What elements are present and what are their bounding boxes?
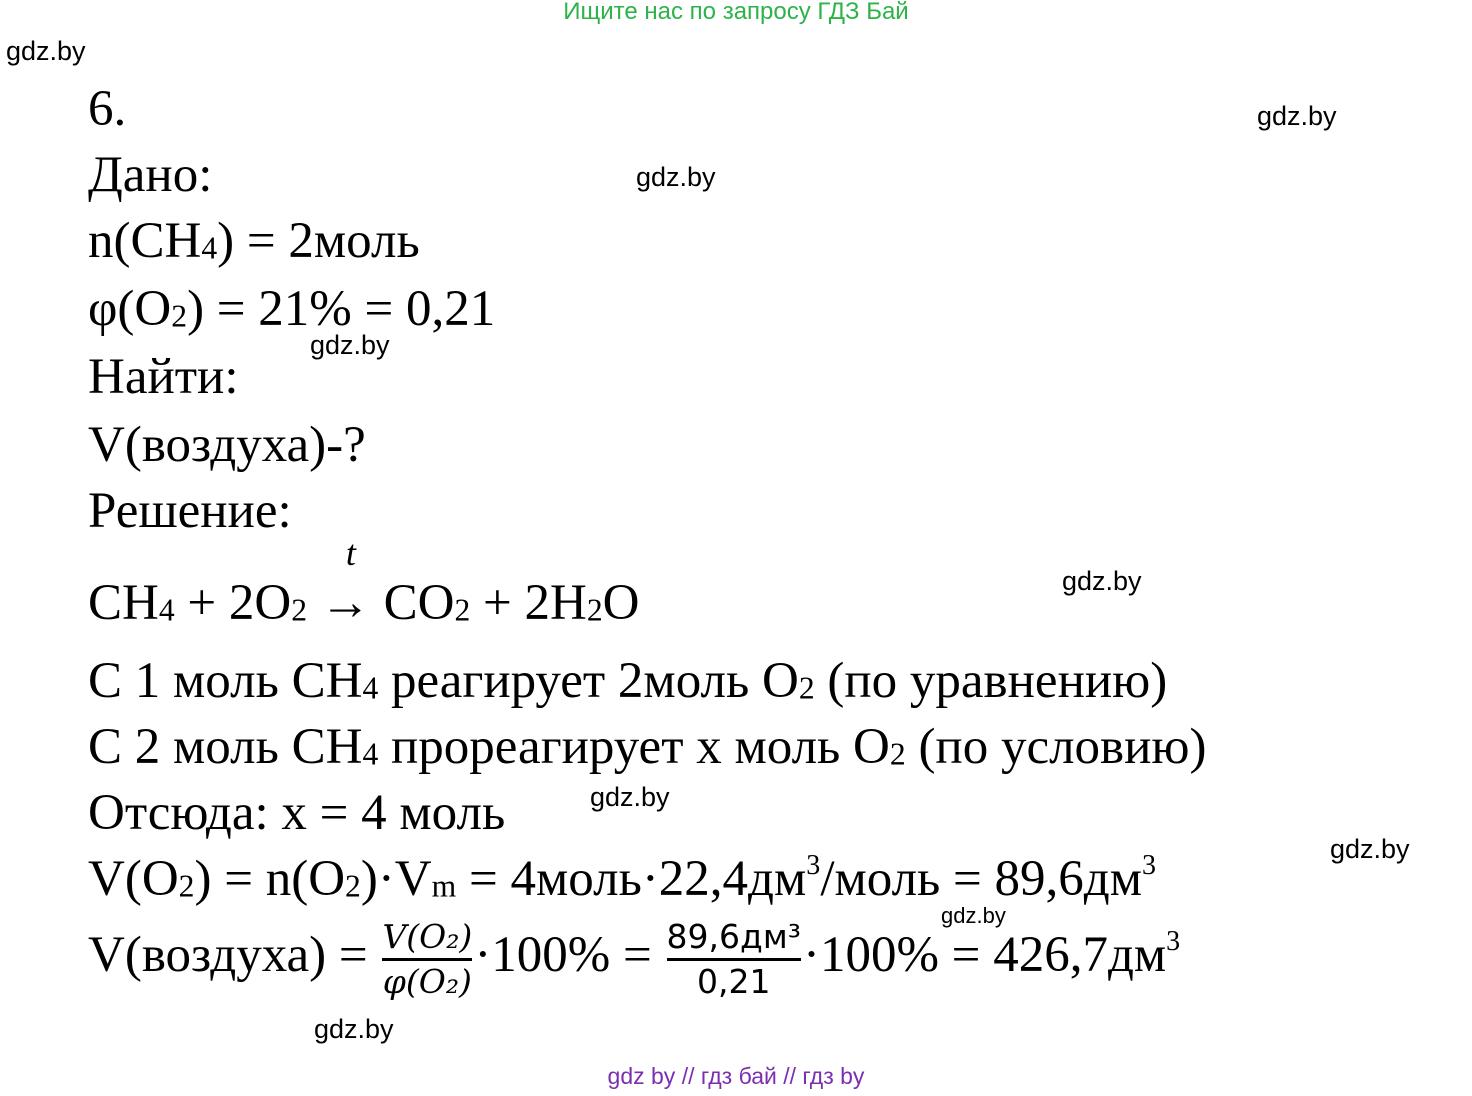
watermark: gdz.by xyxy=(1257,101,1337,131)
watermark: gdz.by xyxy=(6,36,86,66)
fraction-volume-over-phi: $\frac{\text{V(O₂)}}{\text{φ(O₂)}}$ xyxy=(382,917,473,1001)
footer-links[interactable]: gdz by // гдз бай // гдз by xyxy=(607,1063,865,1089)
watermark: gdz.by xyxy=(941,903,1006,928)
reaction-arrow: t → xyxy=(319,533,371,631)
oxygen-volume-formula: $V(O_2) = n(O_2)\cdot V_m$ = $4моль\cdot 22,4дм^3$/моль = $89,6дм^3$ xyxy=(88,850,1157,908)
given-fraction: $\varphi(O_2) = 21\% = 0,21$ xyxy=(88,281,496,337)
reaction-equation: $CH_4 + 2O_2$ t → $CO_2 + 2H_2O$ xyxy=(88,533,640,631)
watermark: gdz.by xyxy=(1330,834,1410,864)
watermark: gdz.by xyxy=(590,782,670,812)
find-label: Найти: xyxy=(88,349,239,405)
watermark: gdz.by xyxy=(1062,566,1142,596)
find-value: V(воздуха)-? xyxy=(88,417,366,473)
heat-condition: t xyxy=(345,533,356,573)
air-volume-formula: V(воздуха) = $\frac{\text{V(O₂)}}{\text{φ(O₂)}}$ ·100% = $\frac{\text{89,6дм³}}{0,21}$ $\cdot 100\% = 426,7дм^3$ xyxy=(88,917,1181,1001)
problem-number: 6. xyxy=(88,81,127,137)
watermark: gdz.by xyxy=(314,1014,394,1044)
top-banner[interactable]: Ищите нас по запросу ГДЗ Бай xyxy=(563,0,909,25)
given-amount: $n(CH_4)$ = 2моль xyxy=(88,213,420,269)
watermark: gdz.by xyxy=(636,162,716,192)
fraction-value: $\frac{\text{89,6дм³}}{0,21}$ xyxy=(666,917,801,1001)
solution-label: Решение: xyxy=(88,483,292,539)
solution-line-3: Отсюда: x = 4 моль xyxy=(88,785,506,841)
solution-line-1: С 1 моль $CH_4$ реагирует 2моль $O_2$ (по уравнению) xyxy=(88,653,1168,709)
solution-line-2: С 2 моль $CH_4$ прореагирует x моль $O_2$ (по условию) xyxy=(88,719,1207,775)
watermark: gdz.by xyxy=(310,330,390,360)
given-label: Дано: xyxy=(88,147,213,203)
